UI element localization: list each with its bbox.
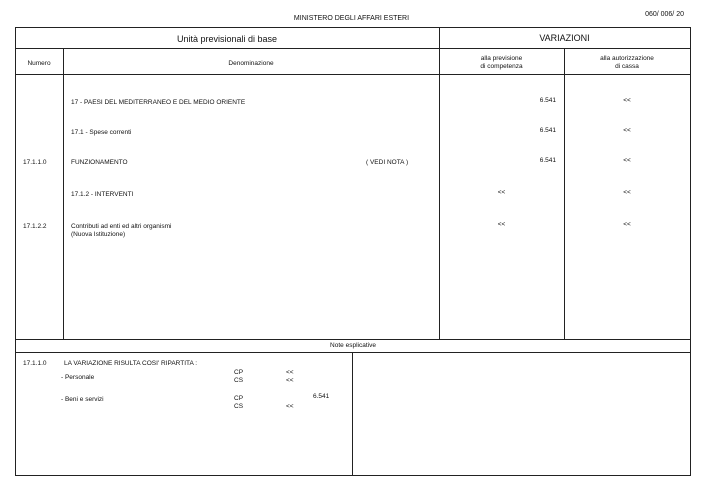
row-denominazione: 17 - PAESI DEL MEDITERRANEO E DEL MEDIO ORIENTE xyxy=(71,99,246,106)
row-competenza: 6.541 xyxy=(539,157,556,164)
row-numero: 17.1.2.2 xyxy=(23,223,47,230)
page-code: 060/ 006/ 20 xyxy=(645,11,684,18)
row-competenza: << xyxy=(497,221,506,228)
row-cassa: << xyxy=(623,221,631,228)
row-numero: 17.1.1.0 xyxy=(23,159,47,166)
notes-cp-label: CP xyxy=(234,369,244,376)
col-header-denominazione: Denominazione xyxy=(228,60,274,67)
row-denominazione: FUNZIONAMENTO xyxy=(71,159,128,166)
ministry-title: MINISTERO DEGLI AFFARI ESTERI xyxy=(293,15,410,22)
header-variazioni: VARIAZIONI xyxy=(539,33,590,43)
row-denominazione: Contributi ad enti ed altri organismi (Nuova Istituzione) xyxy=(71,223,172,238)
col-header-competenza: alla previsione di competenza xyxy=(480,55,523,70)
row-competenza: << xyxy=(497,189,506,196)
header-unita-previsionali: Unità previsionali di base xyxy=(176,34,278,44)
notes-item-label: - Personale xyxy=(61,374,95,381)
row-competenza: 6.541 xyxy=(539,127,556,134)
row-competenza: 6.541 xyxy=(539,97,556,104)
row-cassa: << xyxy=(623,97,631,104)
notes-title: Note esplicative xyxy=(330,342,376,349)
row-cassa: << xyxy=(623,127,631,134)
row-cassa: << xyxy=(623,189,631,196)
notes-cs-value: << xyxy=(286,377,294,384)
row-cassa: << xyxy=(623,157,631,164)
notes-cs-label: CS xyxy=(234,377,244,384)
notes-cp-value: << xyxy=(286,369,294,376)
notes-cs-value: << xyxy=(286,403,294,410)
row-nota: ( VEDI NOTA ) xyxy=(366,159,409,166)
row-denominazione: 17.1 - Spese correnti xyxy=(71,129,132,136)
notes-code: 17.1.1.0 xyxy=(23,360,47,367)
notes-cs-label: CS xyxy=(234,403,244,410)
col-header-cassa: alla autorizzazione di cassa xyxy=(600,55,654,70)
notes-cp-value: 6.541 xyxy=(313,393,330,400)
notes-item-label: - Beni e servizi xyxy=(61,396,104,403)
notes-heading: LA VARIAZIONE RISULTA COSI' RIPARTITA : xyxy=(64,360,198,367)
col-header-numero: Numero xyxy=(27,60,51,67)
row-denominazione: 17.1.2 - INTERVENTI xyxy=(71,191,134,198)
notes-cp-label: CP xyxy=(234,395,244,402)
